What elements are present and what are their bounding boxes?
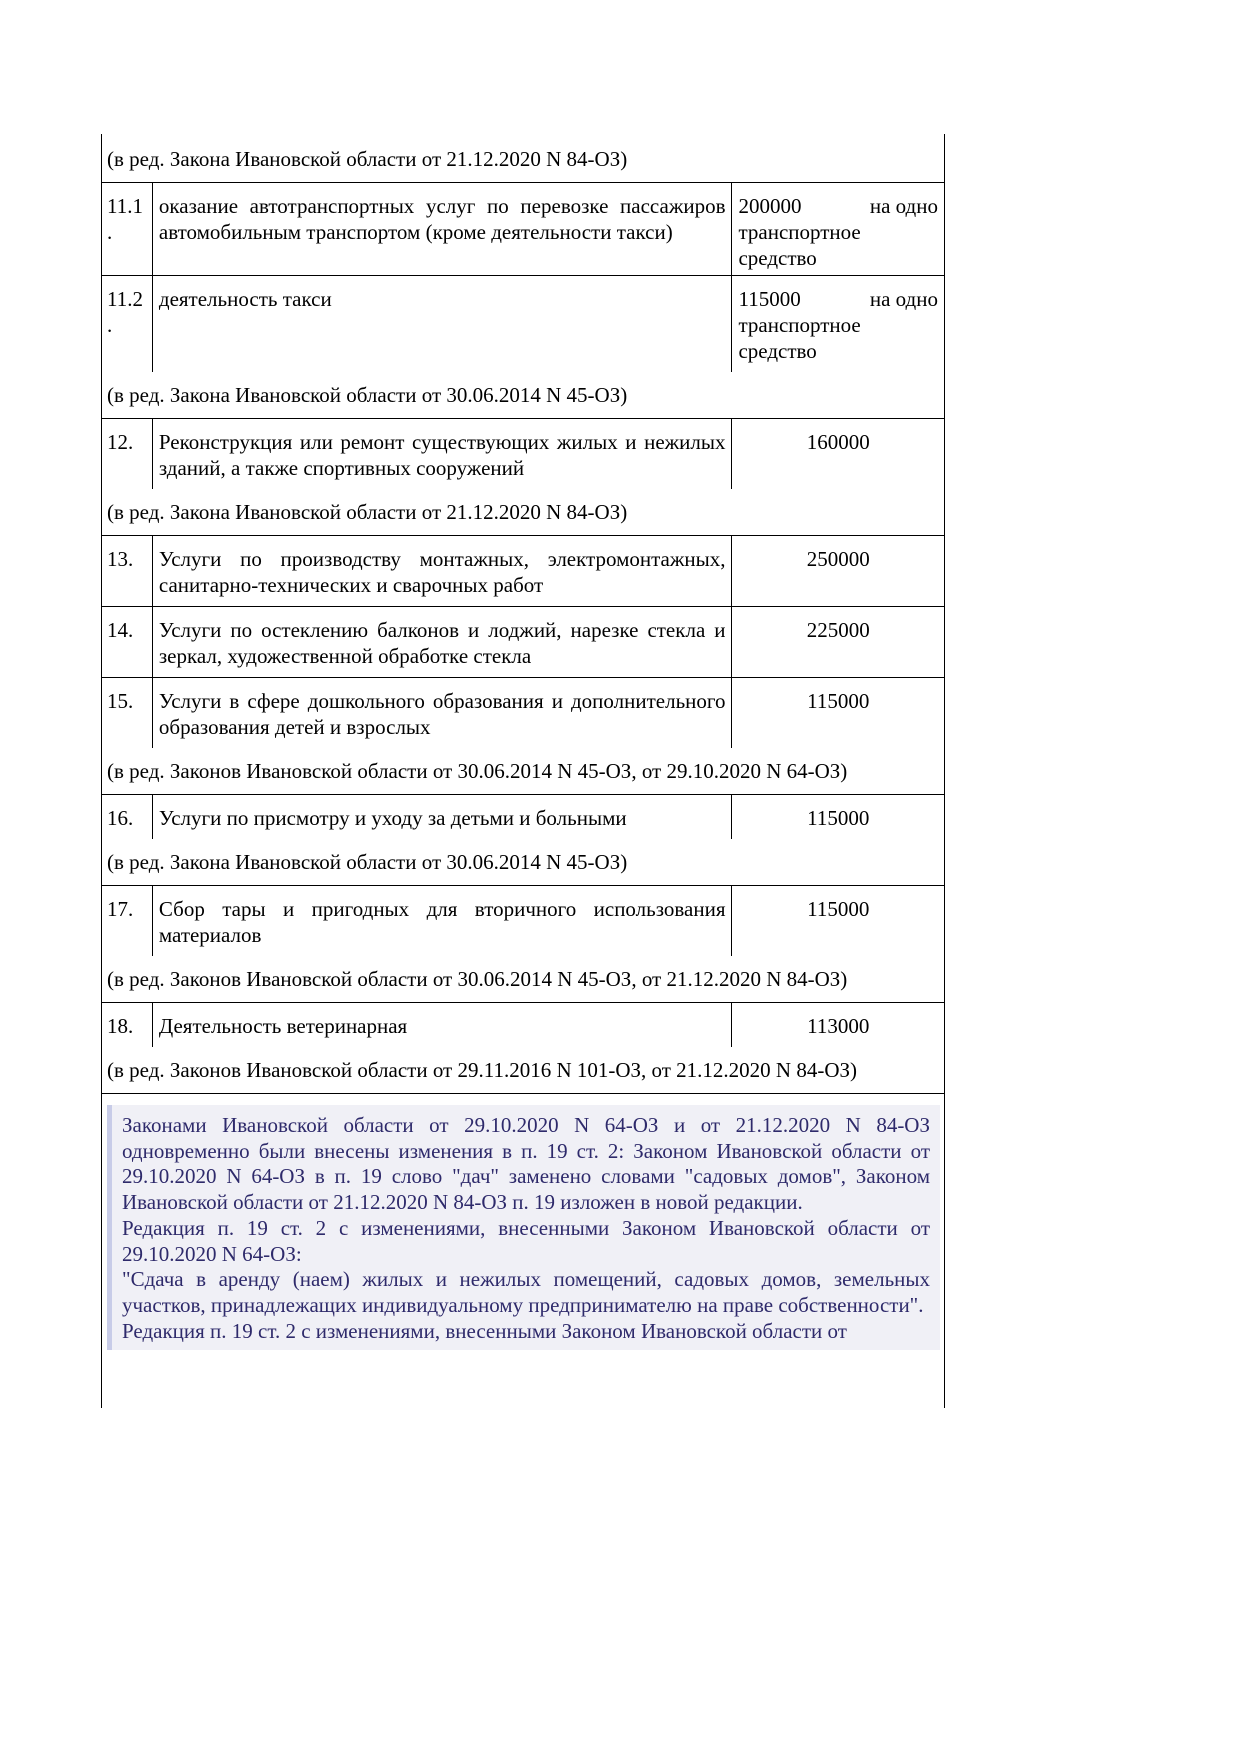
row-amount: 115000 на одно транспортное средство bbox=[738, 287, 938, 363]
row-number: 11.1 . bbox=[102, 183, 153, 275]
row-description: Услуги по присмотру и уходу за детьми и больными bbox=[153, 795, 733, 839]
row-amount: 160000 bbox=[806, 430, 870, 454]
row-description: Услуги по остеклению балконов и лоджий, нарезке стекла и зеркал, художественной обработке стекла bbox=[153, 607, 733, 677]
row-description: Услуги в сфере дошкольного образования и дополнительного образования детей и взрослых bbox=[153, 678, 733, 748]
amendment-note: (в ред. Закона Ивановской области от 21.12.2020 N 84-ОЗ) bbox=[107, 500, 628, 524]
document-page bbox=[101, 134, 945, 1408]
amendment-note: (в ред. Законов Ивановской области от 30.06.2014 N 45-ОЗ, от 29.10.2020 N 64-ОЗ) bbox=[107, 759, 848, 783]
row-amount: 250000 bbox=[806, 547, 870, 571]
row-number: 16. bbox=[102, 795, 153, 839]
table-row bbox=[102, 418, 944, 489]
row-description: оказание автотранспортных услуг по перевозке пассажиров автомобильным транспортом (кроме деятельности такси) bbox=[153, 183, 733, 275]
amendment-note: (в ред. Закона Ивановской области от 30.06.2014 N 45-ОЗ) bbox=[107, 850, 628, 874]
row-amount: 115000 bbox=[807, 806, 870, 830]
row-number: 13. bbox=[102, 536, 153, 606]
row-number: 18. bbox=[102, 1003, 153, 1047]
table-row bbox=[102, 794, 944, 839]
row-amount: 115000 bbox=[807, 689, 870, 713]
row-description: Сбор тары и пригодных для вторичного использования материалов bbox=[153, 886, 733, 956]
row-description: деятельность такси bbox=[153, 276, 733, 372]
row-number: 17. bbox=[102, 886, 153, 956]
row-description: Услуги по производству монтажных, электромонтажных, санитарно-технических и сварочных работ bbox=[153, 536, 733, 606]
table-row bbox=[102, 535, 944, 606]
amendment-note: (в ред. Закона Ивановской области от 30.06.2014 N 45-ОЗ) bbox=[107, 383, 628, 407]
note-paragraph: Редакция п. 19 ст. 2 с изменениями, внесенными Законом Ивановской области от bbox=[122, 1318, 847, 1343]
row-number: 12. bbox=[102, 419, 153, 489]
tariff-table bbox=[101, 134, 945, 1408]
row-amount: 113000 bbox=[807, 1014, 870, 1038]
note-paragraph: Законами Ивановской области от 29.10.2020 N 64-ОЗ и от 21.12.2020 N 84-ОЗ одновременно были внесены изменения в п. 19 ст. 2: Законом Ивановской области от 29.10.2020 N 64-ОЗ в п. 19 слово "дач" заменено словами "садовых домов", Законом Ивановской области от 21.12.2020 N 84-ОЗ п. 19 изложен в новой редакции. bbox=[122, 1113, 930, 1215]
row-description: Деятельность ветеринарная bbox=[153, 1003, 733, 1047]
table-row bbox=[102, 1002, 944, 1047]
editorial-note-container bbox=[102, 1093, 944, 1408]
row-number: 15. bbox=[102, 678, 153, 748]
row-amount: 200000 на одно транспортное средство bbox=[738, 194, 938, 270]
amendment-note: (в ред. Законов Ивановской области от 30.06.2014 N 45-ОЗ, от 21.12.2020 N 84-ОЗ) bbox=[107, 967, 848, 991]
table-row bbox=[102, 275, 944, 372]
amendment-note: (в ред. Законов Ивановской области от 29.11.2016 N 101-ОЗ, от 21.12.2020 N 84-ОЗ) bbox=[107, 1058, 858, 1082]
row-number: 14. bbox=[102, 607, 153, 677]
table-row bbox=[102, 885, 944, 956]
note-paragraph: Редакция п. 19 ст. 2 с изменениями, внесенными Законом Ивановской области от 29.10.2020 N 64-ОЗ: bbox=[122, 1215, 930, 1266]
editorial-note bbox=[107, 1105, 940, 1350]
table-row bbox=[102, 182, 944, 275]
table-row bbox=[102, 677, 944, 748]
amendment-note: (в ред. Закона Ивановской области от 21.12.2020 N 84-ОЗ) bbox=[107, 147, 628, 171]
note-paragraph: "Сдача в аренду (наем) жилых и нежилых помещений, садовых домов, земельных участков, принадлежащих индивидуальному предпринимателю на праве собственности". bbox=[122, 1267, 930, 1317]
row-amount: 115000 bbox=[807, 897, 870, 921]
row-description: Реконструкция или ремонт существующих жилых и нежилых зданий, а также спортивных сооружений bbox=[153, 419, 733, 489]
table-row bbox=[102, 606, 944, 677]
row-amount: 225000 bbox=[806, 618, 870, 642]
row-number: 11.2 . bbox=[102, 276, 153, 372]
